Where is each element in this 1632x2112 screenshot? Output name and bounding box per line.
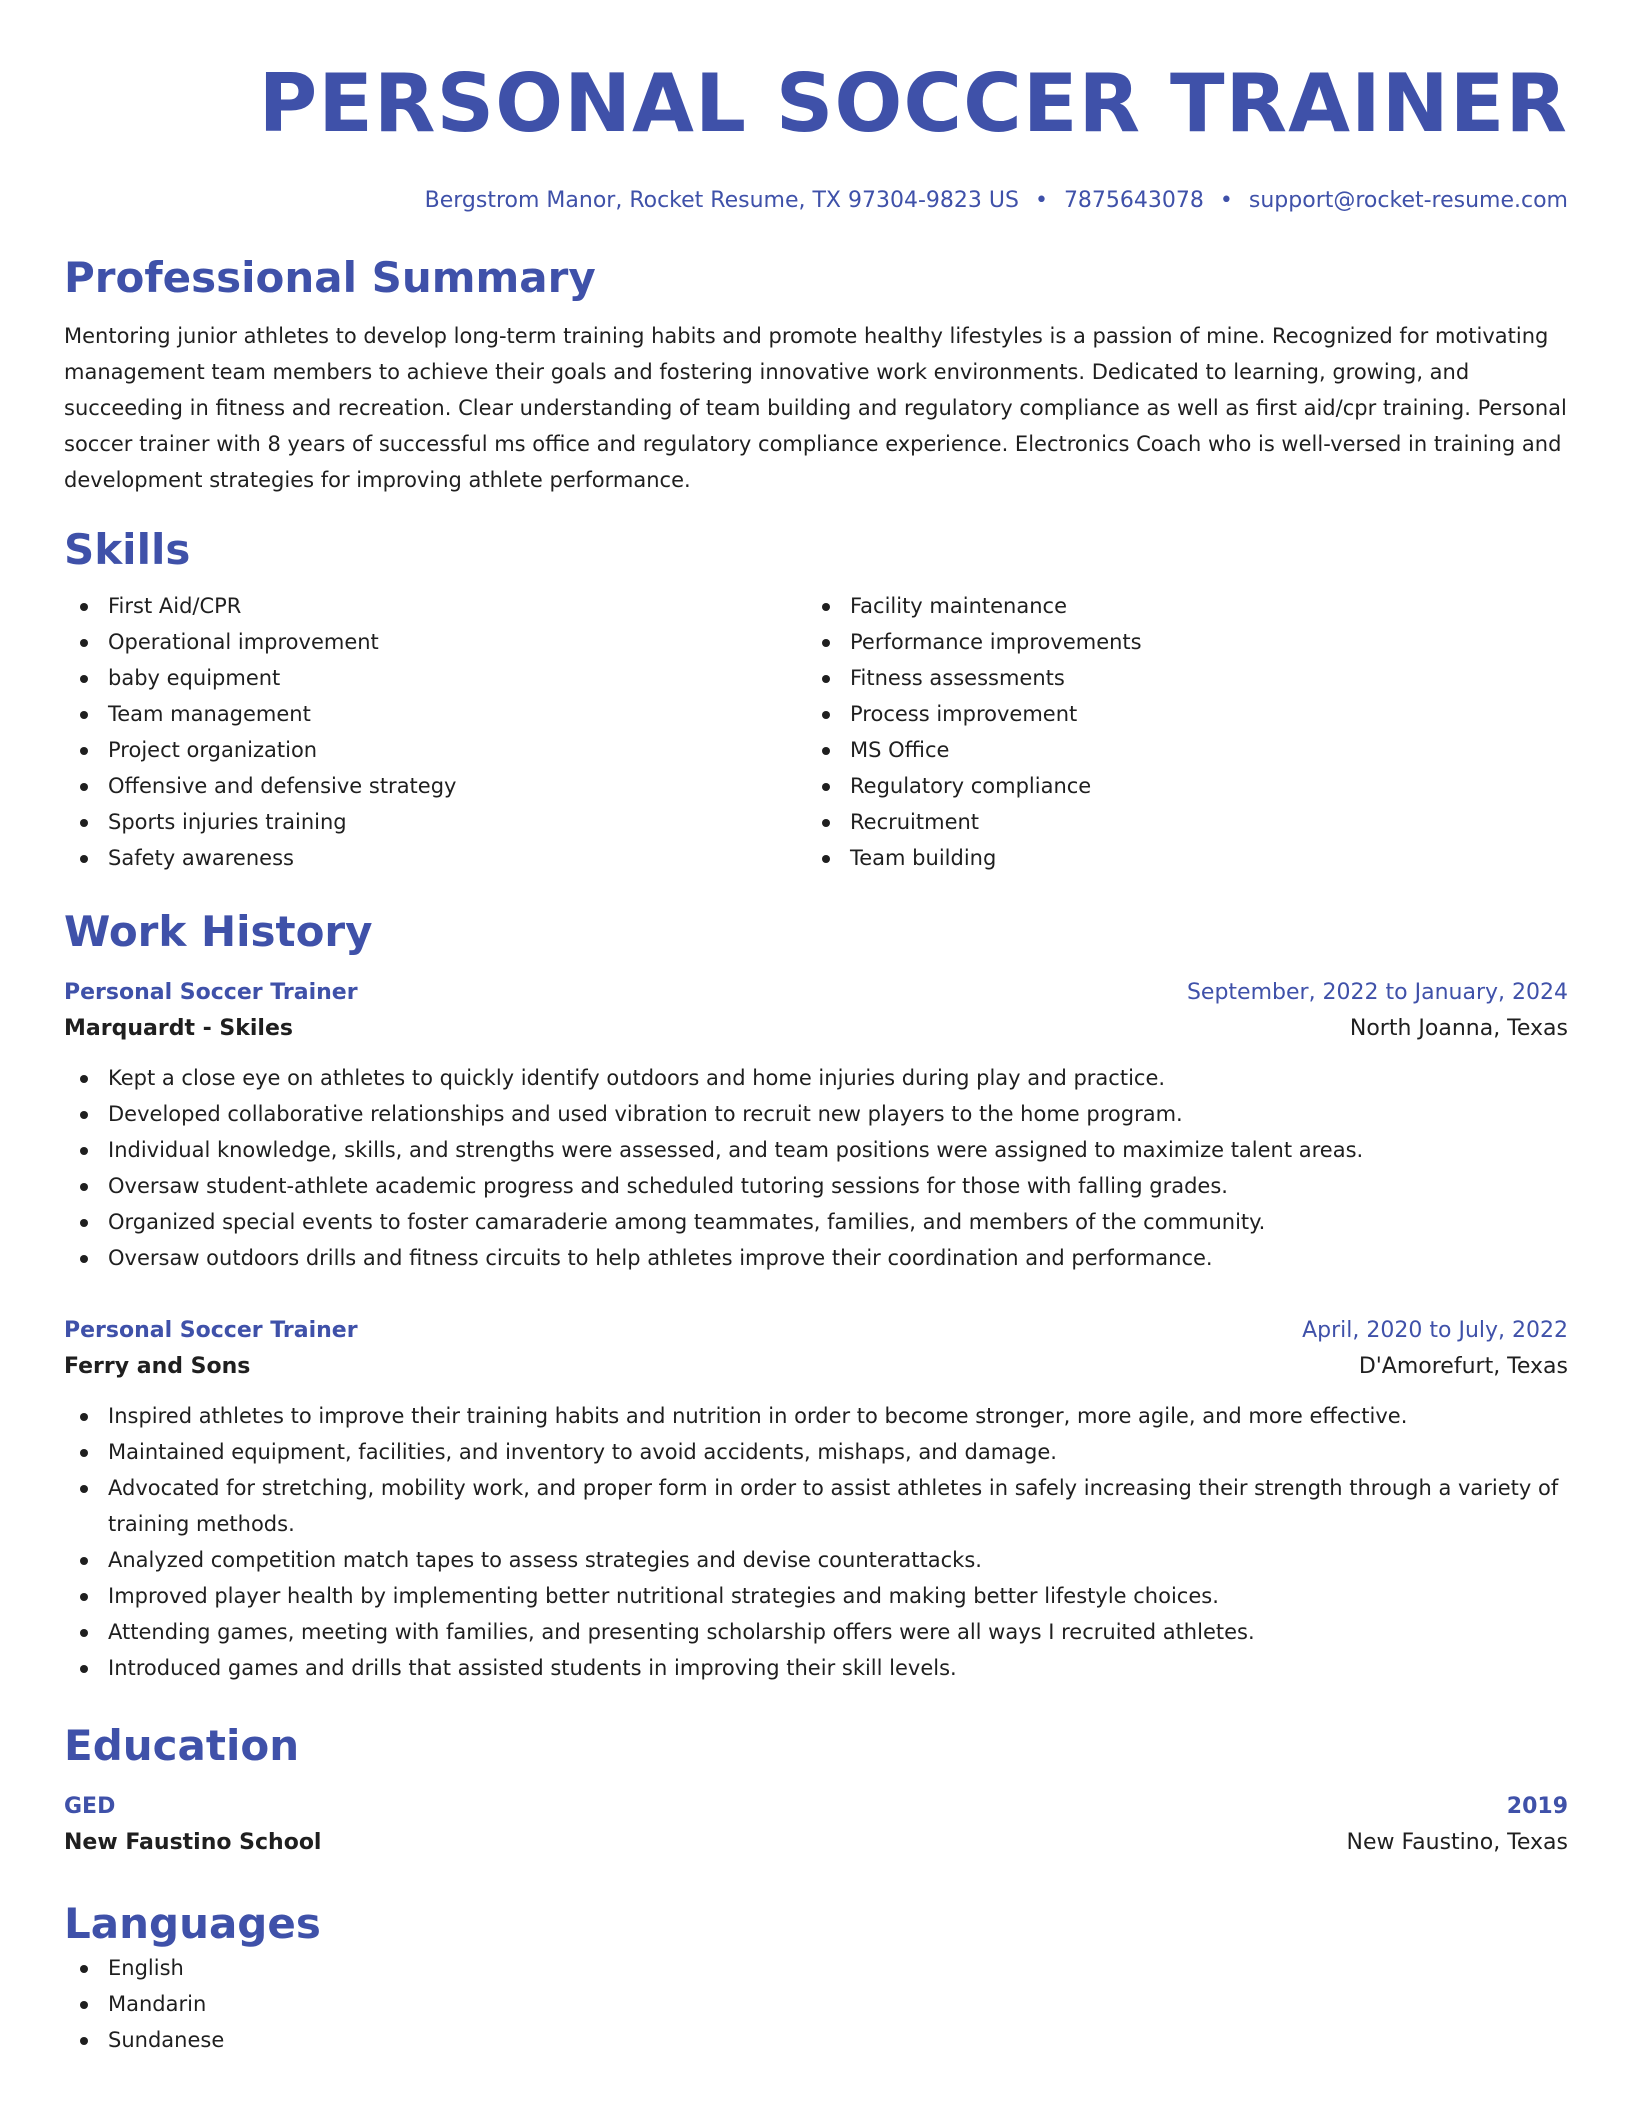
job-location: D'Amorefurt, Texas [1358, 1354, 1568, 1379]
language-item: Mandarin [64, 1986, 1568, 2022]
list-item: Kept a close eye on athletes to quickly identify outdoors and home injuries during play and practice. [64, 1060, 1568, 1096]
list-item: Developed collaborative relationships and used vibration to recruit new players to the home program. [64, 1096, 1568, 1132]
language-item: English [64, 1950, 1568, 1986]
degree: GED [64, 1794, 116, 1819]
company-name: Marquardt - Skiles [64, 1016, 293, 1041]
page-title: PERSONAL SOCCER TRAINER [258, 57, 1568, 150]
job-duties-list [64, 1060, 1568, 1276]
skill-item: Offensive and defensive strategy [64, 768, 806, 804]
school-name: New Faustino School [64, 1830, 322, 1855]
list-item: Oversaw outdoors drills and fitness circuits to help athletes improve their coordination and performance. [64, 1240, 1568, 1276]
skill-item: Team building [806, 840, 1548, 876]
graduation-year: 2019 [1506, 1794, 1568, 1819]
skill-item: Project organization [64, 732, 806, 768]
skill-item: Regulatory compliance [806, 768, 1548, 804]
skill-item: Fitness assessments [806, 660, 1548, 696]
skills-column-right [806, 588, 1548, 876]
job-duties-list [64, 1398, 1568, 1686]
company-name: Ferry and Sons [64, 1354, 251, 1379]
languages-heading: Languages [64, 1899, 321, 1948]
contact-info [64, 186, 1568, 216]
job-title: Personal Soccer Trainer [64, 980, 358, 1005]
separator: • [1034, 188, 1048, 213]
list-item: Organized special events to foster camaraderie among teammates, families, and members of the community. [64, 1204, 1568, 1240]
address: Bergstrom Manor, Rocket Resume, TX 97304-9823 US [424, 188, 1019, 213]
skills-heading: Skills [64, 525, 191, 574]
skills-column-left [64, 588, 806, 876]
skill-item: Process improvement [806, 696, 1548, 732]
list-item: Improved player health by implementing better nutritional strategies and making better lifestyle choices. [64, 1578, 1568, 1614]
list-item: Attending games, meeting with families, and presenting scholarship offers were all ways I recruited athletes. [64, 1614, 1568, 1650]
skill-item: Facility maintenance [806, 588, 1548, 624]
list-item: Maintained equipment, facilities, and inventory to avoid accidents, mishaps, and damage. [64, 1434, 1568, 1470]
email-link[interactable]: support@rocket-resume.com [1248, 188, 1568, 213]
summary-text: Mentoring junior athletes to develop long-term training habits and promote healthy lifestyles is a passion of mine. Recognized for motivating management team members to achieve their goals and fostering innovative work environments. Dedicated to learning, growing, and succeeding in fitness and recreation. Clear understanding of team building and regulatory compliance as well as first aid/cpr training. Personal soccer trainer with 8 years of successful ms office and regulatory compliance experience. Electronics Coach who is well-versed in training and development strategies for improving athlete performance. [64, 324, 1567, 492]
list-item: Introduced games and drills that assisted students in improving their skill levels. [64, 1650, 1568, 1686]
skill-item: Sports injuries training [64, 804, 806, 840]
summary-heading: Professional Summary [64, 253, 596, 302]
list-item: Oversaw student-athlete academic progress and scheduled tutoring sessions for those with falling grades. [64, 1168, 1568, 1204]
skill-item: Operational improvement [64, 624, 806, 660]
skills-left-list [64, 588, 806, 876]
skill-item: MS Office [806, 732, 1548, 768]
job-title: Personal Soccer Trainer [64, 1318, 358, 1343]
separator: • [1219, 188, 1233, 213]
skill-item: Performance improvements [806, 624, 1548, 660]
skills-right-list [806, 588, 1548, 876]
education-heading: Education [64, 1721, 300, 1770]
job-dates: April, 2020 to July, 2022 [1302, 1318, 1568, 1343]
work-history-heading: Work History [64, 907, 373, 956]
language-item: Sundanese [64, 2022, 1568, 2058]
list-item: Analyzed competition match tapes to assess strategies and devise counterattacks. [64, 1542, 1568, 1578]
skill-item: Recruitment [806, 804, 1548, 840]
list-item: Advocated for stretching, mobility work, and proper form in order to assist athletes in safely increasing their strength through a variety of training methods. [64, 1470, 1568, 1542]
list-item: Individual knowledge, skills, and strengths were assessed, and team positions were assigned to maximize talent areas. [64, 1132, 1568, 1168]
phone: 7875643078 [1063, 188, 1204, 213]
skill-item: First Aid/CPR [64, 588, 806, 624]
skill-item: Safety awareness [64, 840, 806, 876]
school-location: New Faustino, Texas [1346, 1830, 1568, 1855]
job-location: North Joanna, Texas [1349, 1016, 1568, 1041]
job-entry [64, 976, 1568, 1276]
list-item: Inspired athletes to improve their training habits and nutrition in order to become stronger, more agile, and more effective. [64, 1398, 1568, 1434]
skills-list [64, 588, 1568, 876]
job-dates: September, 2022 to January, 2024 [1186, 980, 1568, 1005]
skill-item: Team management [64, 696, 806, 732]
education-entry [64, 1790, 1568, 1862]
languages-list [64, 1950, 1568, 2058]
job-entry [64, 1314, 1568, 1686]
skill-item: baby equipment [64, 660, 806, 696]
